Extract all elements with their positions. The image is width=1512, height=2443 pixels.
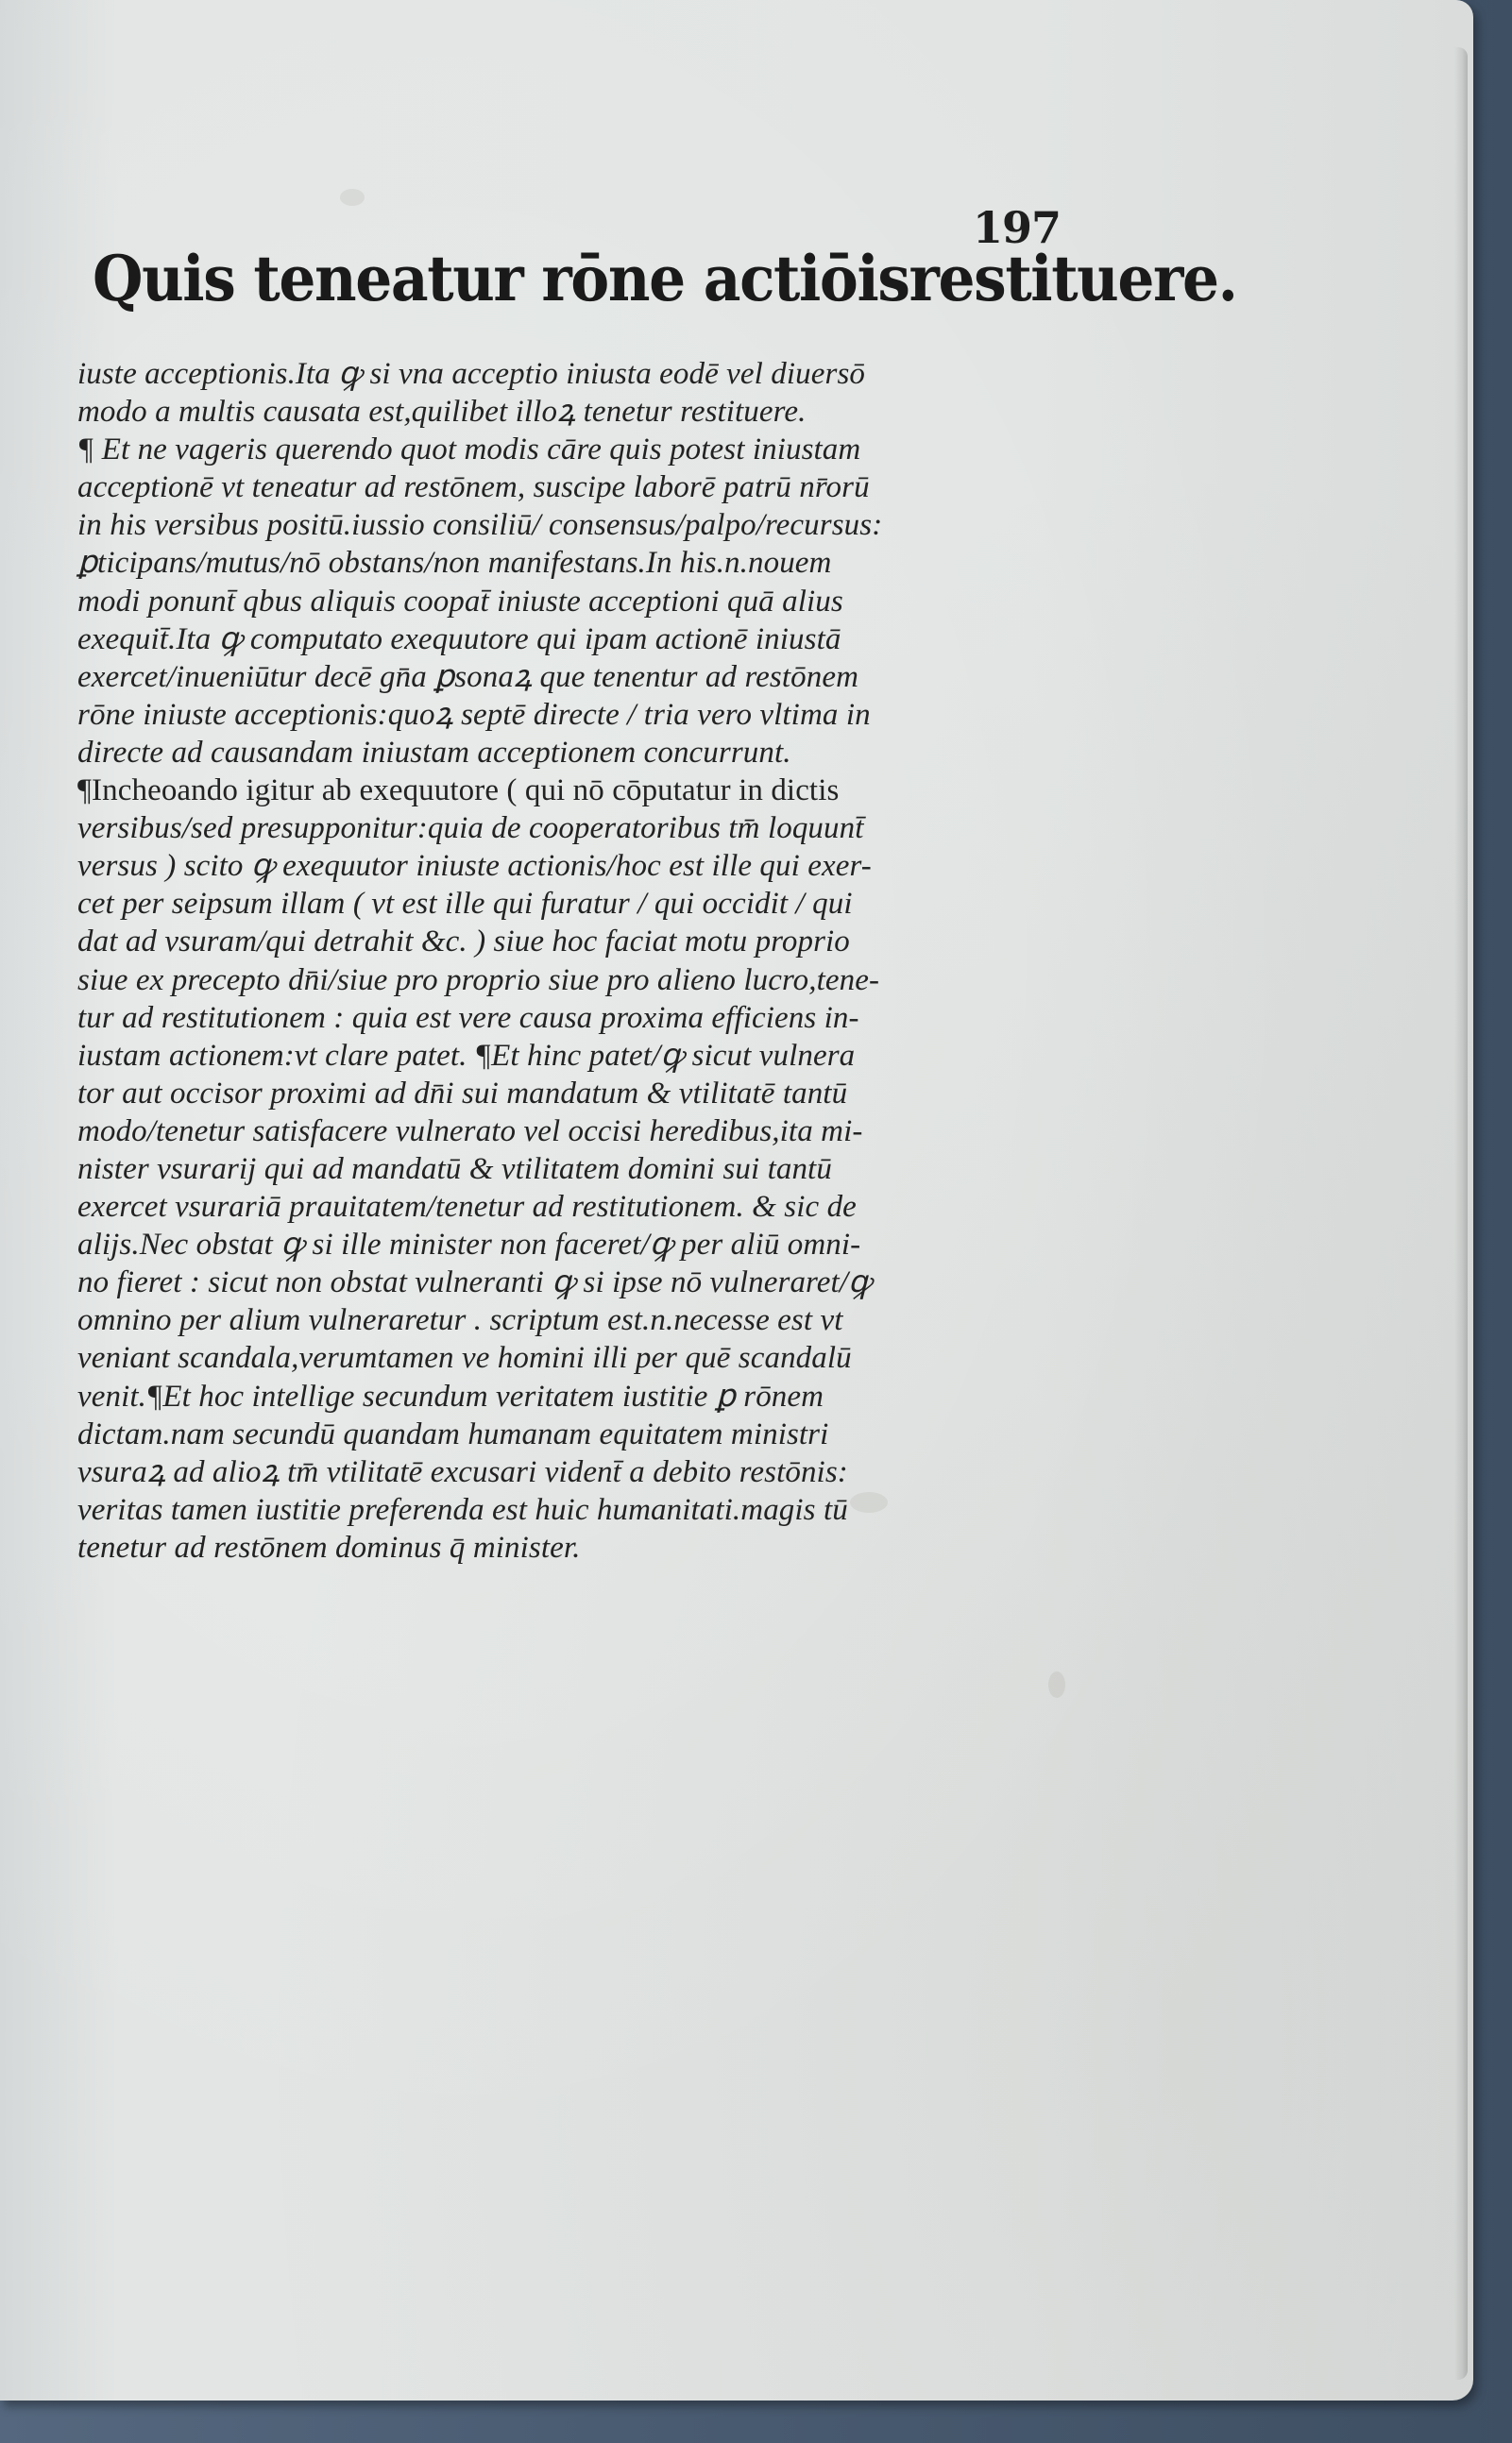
text-line: cet per seipsum illam ( vt est ille qui furatur / qui occidit / qui — [77, 887, 853, 922]
text-line: dat ad vsuram/qui detrahit &c. ) siue hoc faciat motu proprio — [77, 925, 850, 959]
text-line: ꝑticipans/mutus/nō obstans/non manifestans.In his.n.nouem — [77, 546, 832, 581]
paper-stain — [1048, 1671, 1065, 1698]
text-line: veritas tamen iustitie preferenda est huic humanitati.magis tū — [77, 1492, 848, 1527]
body-text — [77, 355, 1079, 1567]
page-edge-shadow — [1454, 47, 1468, 2380]
text-line: exercet/inueniūtur decē gn̄a ꝑsonaꝝ que tenentur ad restōnem — [77, 659, 859, 694]
text-line: omnino per alium vulneraretur . scriptum est.n.necesse est vt — [77, 1303, 843, 1338]
text-line: nister vsurarij qui ad mandatū & vtilitatem domini sui tantū — [77, 1151, 832, 1186]
text-line: siue ex precepto dn̄i/siue pro proprio siue pro alieno lucro,tene- — [77, 962, 880, 997]
text-line: veniant scandala,verumtamen ve homini illi per quē scandalū — [77, 1341, 852, 1376]
text-line: ¶ Et ne vageris querendo quot modis cāre quis potest iniustam — [77, 433, 861, 467]
text-line: acceptionē vt teneatur ad restōnem, suscipe laborē patrū nr̄orū — [77, 470, 870, 505]
text-line: tor aut occisor proximi ad dn̄i sui mandatum & vtilitatē tantū — [77, 1076, 848, 1111]
text-line: tur ad restitutionem : quia est vere causa proxima efficiens in- — [77, 1000, 859, 1035]
text-line: vsuraꝝ ad alioꝝ tm̄ vtilitatē excusari vident̄ a debito restōnis: — [77, 1454, 848, 1489]
text-line: directe ad causandam iniustam acceptionem concurrunt. — [77, 735, 791, 770]
text-line: alijs.Nec obstat ꝙ si ille minister non faceret/ꝙ per aliū omni- — [77, 1228, 861, 1263]
text-line: in his versibus positū.iussio consiliū/ consensus/palpo/recursus: — [77, 508, 883, 543]
text-line: versibus/sed presupponitur:quia de cooperatoribus tm̄ loquunt̄ — [77, 811, 864, 846]
folio-number: 197 — [973, 202, 1062, 253]
text-line: dictam.nam secundū quandam humanam equitatem ministri — [77, 1417, 829, 1451]
text-line: modi ponunt̄ qbus aliquis coopat̄ iniuste acceptioni quā alius — [77, 584, 843, 619]
text-line: no fieret : sicut non obstat vulneranti ꝙ si ipse nō vulneraret/ꝙ — [77, 1265, 872, 1300]
text-line: exequit̄.Ita ꝙ computato exequutore qui ipam actionē iniustā — [77, 621, 841, 656]
text-line: tenetur ad restōnem dominus q̄ minister. — [77, 1530, 581, 1565]
text-line: exercet vsurariā prauitatem/tenetur ad restitutionem. & sic de — [77, 1190, 857, 1225]
text-line: modo a multis causata est,quilibet illoꝝ tenetur restituere. — [77, 395, 807, 430]
text-line: iustam actionem:vt clare patet. ¶Et hinc patet/ꝙ sicut vulnera — [77, 1038, 856, 1073]
text-line: versus ) scito ꝙ exequutor iniuste actionis/hoc est ille qui exer- — [77, 849, 872, 884]
text-line: modo/tenetur satisfacere vulnerato vel occisi heredibus,ita mi- — [77, 1113, 863, 1148]
text-line: rōne iniuste acceptionis:quoꝝ septē directe / tria vero vltima in — [77, 697, 871, 732]
paper-stain — [340, 189, 365, 206]
text-line: venit.¶Et hoc intellige secundum veritatem iustitie ꝑ rōnem — [77, 1379, 824, 1414]
text-line: iuste acceptionis.Ita ꝙ si vna acceptio iniusta eodē vel diuersō — [77, 357, 865, 391]
text-line: ¶Incheoando igitur ab exequutore ( qui nō cōputatur in dictis — [77, 773, 840, 808]
page-heading: Quis teneatur rōne actiōisrestituere. — [93, 242, 1237, 315]
